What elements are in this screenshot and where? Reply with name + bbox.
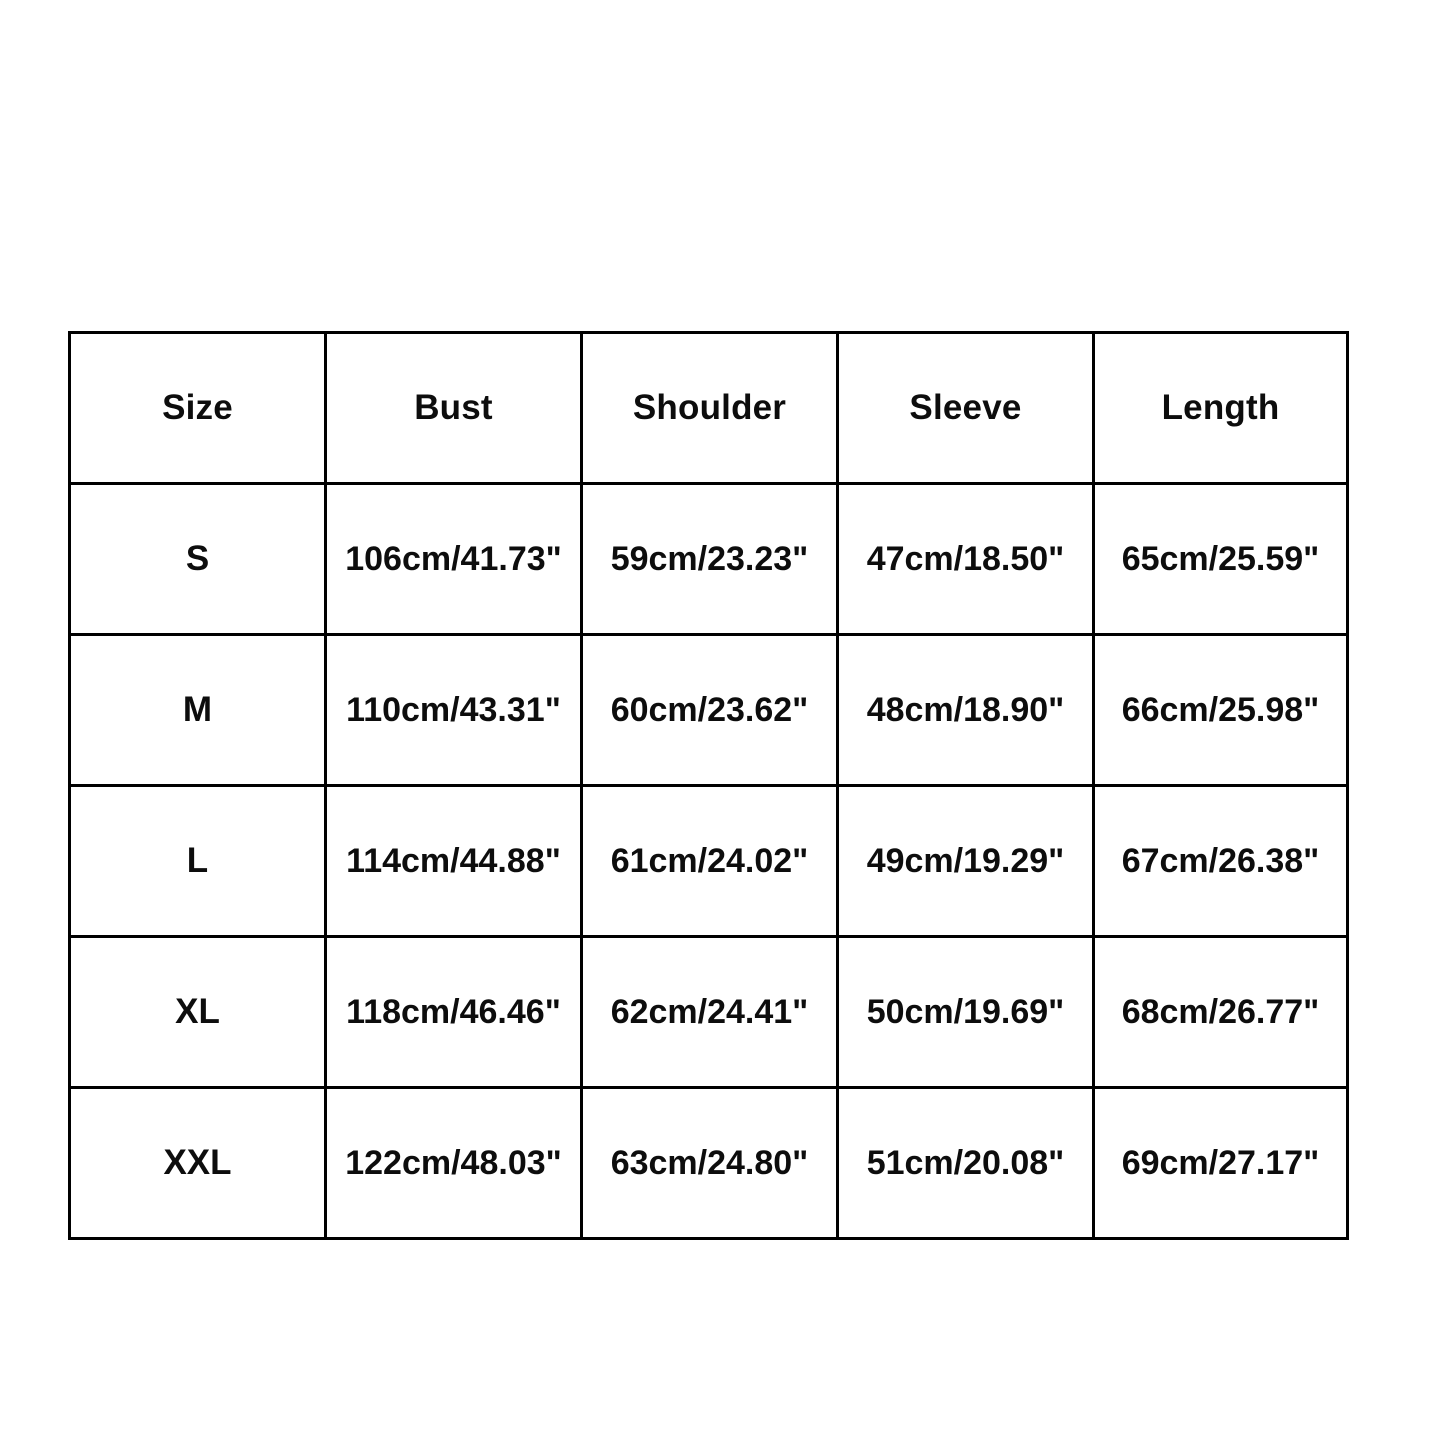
- cell-length: 65cm/25.59": [1094, 484, 1348, 635]
- cell-shoulder: 63cm/24.80": [582, 1088, 838, 1239]
- cell-sleeve: 48cm/18.90": [838, 635, 1094, 786]
- column-header-sleeve: Sleeve: [838, 333, 1094, 484]
- cell-sleeve: 47cm/18.50": [838, 484, 1094, 635]
- cell-length: 68cm/26.77": [1094, 937, 1348, 1088]
- size-chart-container: [68, 331, 1346, 1240]
- cell-size: L: [70, 786, 326, 937]
- cell-size: XXL: [70, 1088, 326, 1239]
- table-row: [70, 786, 1348, 937]
- table-row: [70, 484, 1348, 635]
- cell-length: 66cm/25.98": [1094, 635, 1348, 786]
- cell-bust: 110cm/43.31": [326, 635, 582, 786]
- cell-sleeve: 50cm/19.69": [838, 937, 1094, 1088]
- cell-bust: 114cm/44.88": [326, 786, 582, 937]
- cell-bust: 118cm/46.46": [326, 937, 582, 1088]
- size-chart-table: [68, 331, 1349, 1240]
- table-row: [70, 635, 1348, 786]
- cell-size: XL: [70, 937, 326, 1088]
- cell-shoulder: 60cm/23.62": [582, 635, 838, 786]
- cell-shoulder: 61cm/24.02": [582, 786, 838, 937]
- cell-bust: 106cm/41.73": [326, 484, 582, 635]
- column-header-length: Length: [1094, 333, 1348, 484]
- table-body: [70, 484, 1348, 1239]
- cell-size: S: [70, 484, 326, 635]
- table-row: [70, 937, 1348, 1088]
- cell-length: 67cm/26.38": [1094, 786, 1348, 937]
- cell-length: 69cm/27.17": [1094, 1088, 1348, 1239]
- cell-sleeve: 49cm/19.29": [838, 786, 1094, 937]
- table-header: [70, 333, 1348, 484]
- column-header-bust: Bust: [326, 333, 582, 484]
- cell-size: M: [70, 635, 326, 786]
- cell-bust: 122cm/48.03": [326, 1088, 582, 1239]
- column-header-shoulder: Shoulder: [582, 333, 838, 484]
- column-header-size: Size: [70, 333, 326, 484]
- table-header-row: [70, 333, 1348, 484]
- cell-shoulder: 59cm/23.23": [582, 484, 838, 635]
- table-row: [70, 1088, 1348, 1239]
- cell-sleeve: 51cm/20.08": [838, 1088, 1094, 1239]
- cell-shoulder: 62cm/24.41": [582, 937, 838, 1088]
